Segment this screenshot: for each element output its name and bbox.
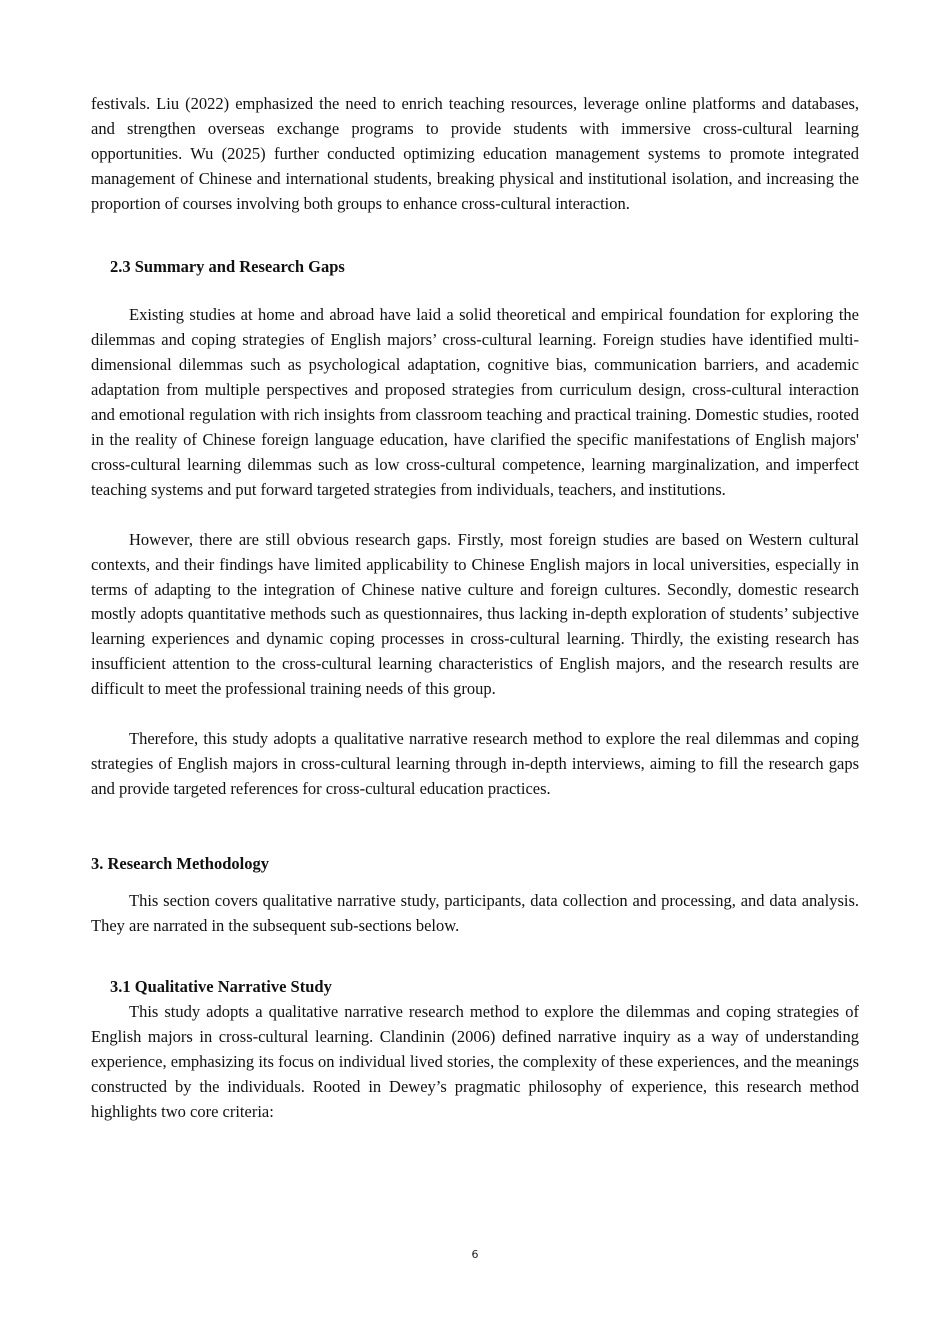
paper-page-body	[91, 92, 859, 1125]
body-paragraph: Therefore, this study adopts a qualitative narrative research method to explore the real dilemmas and coping strategies of English majors in cross-cultural learning through in-depth interviews, aiming to fill the research gaps and provide targeted references for cross-cultural education practices.	[91, 729, 859, 798]
section-heading-3: 3. Research Methodology	[91, 853, 269, 873]
page-number: 6	[471, 1248, 479, 1261]
body-paragraph: festivals. Liu (2022) emphasized the need to enrich teaching resources, leverage online platforms and databases, and strengthen overseas exchange programs to provide students with immersive cross-cultural learning opportunities. Wu (2025) further conducted optimizing education management systems to promote integrated management of Chinese and international students, breaking physical and institutional isolation, and increasing the proportion of courses involving both groups to enhance cross-cultural interaction.	[91, 94, 859, 213]
body-paragraph: Existing studies at home and abroad have laid a solid theoretical and empirical foundation for exploring the dilemmas and coping strategies of English majors’ cross-cultural learning. Foreign studies have identified multi-dimensional dilemmas such as psychological adaptation, cognitive bias, communication barriers, and academic adaptation from multiple perspectives and proposed strategies from curriculum design, cross-cultural interaction and emotional regulation with rich insights from classroom teaching and practical training. Domestic studies, rooted in the reality of Chinese foreign language education, have clarified the specific manifestations of English majors' cross-cultural learning dilemmas such as low cross-cultural competence, learning marginalization, and imperfect teaching systems and put forward targeted strategies from individuals, teachers, and institutions.	[91, 305, 859, 499]
body-paragraph: This section covers qualitative narrative study, participants, data collection and processing, and data analysis. They are narrated in the subsequent sub-sections below.	[91, 890, 859, 935]
section-heading-3-1: 3.1 Qualitative Narrative Study	[110, 977, 332, 997]
body-paragraph: This study adopts a qualitative narrative research method to explore the dilemmas and coping strategies of English majors in cross-cultural learning. Clandinin (2006) defined narrative inquiry as a way of understanding experience, emphasizing its focus on individual lived stories, the complexity of these experiences, and the meanings constructed by the individuals. Rooted in Dewey’s pragmatic philosophy of experience, this research method highlights two core criteria:	[91, 1002, 859, 1121]
section-heading-2-3: 2.3 Summary and Research Gaps	[110, 256, 345, 276]
body-paragraph: However, there are still obvious research gaps. Firstly, most foreign studies are based on Western cultural contexts, and their findings have limited applicability to Chinese English majors in local universities, especially in terms of adapting to the integration of Chinese native culture and foreign cultures. Secondly, domestic research mostly adopts quantitative methods such as questionnaires, thus lacking in-depth exploration of students’ subjective learning experiences and dynamic coping processes in cross-cultural learning. Thirdly, the existing research has insufficient attention to the cross-cultural learning characteristics of English majors, and the research results are difficult to meet the professional training needs of this group.	[91, 529, 859, 699]
